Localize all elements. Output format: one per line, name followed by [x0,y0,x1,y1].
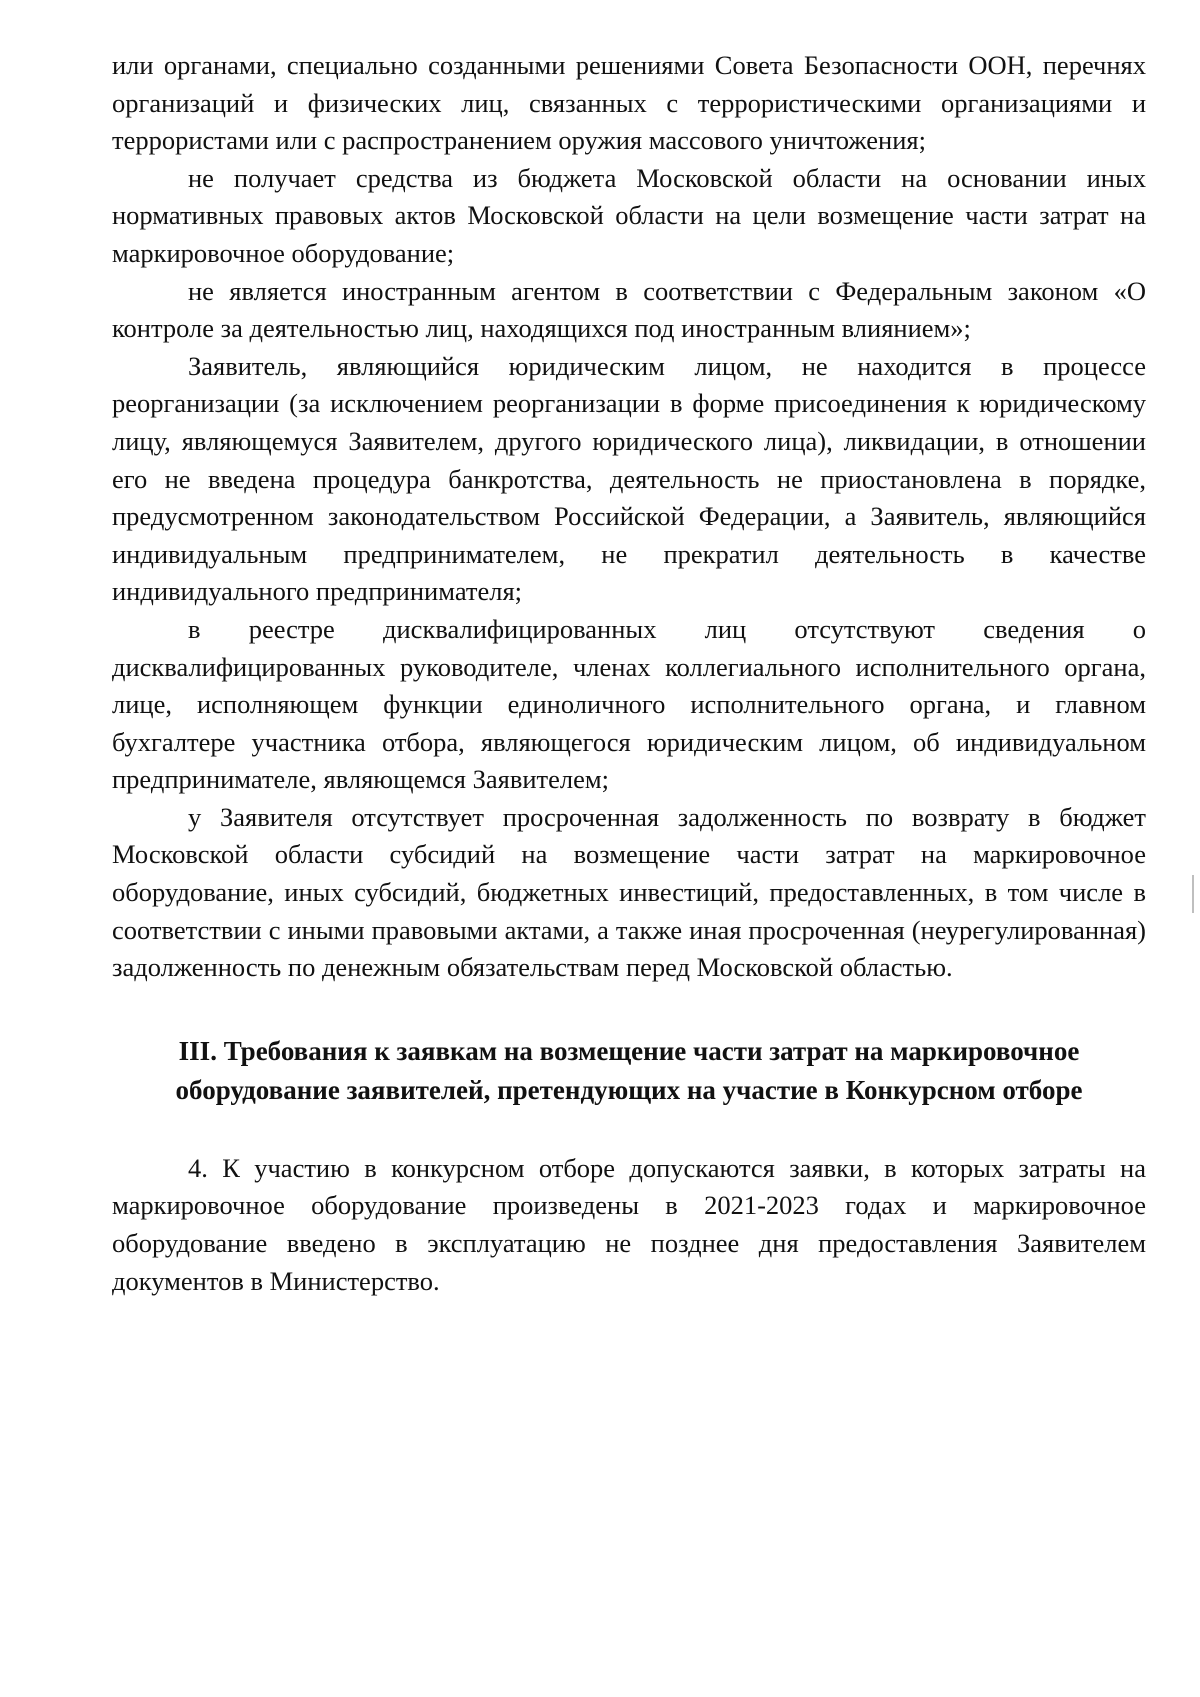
scan-edge-mark [1192,875,1194,913]
paragraph-un-sanctions-lists: или органами, специально созданными решениями Совета Безопасности ООН, перечнях организаций и физических лиц, связанных с террористическими организациями и террористами или с распространением оружия массового уничтожения; [112,50,1146,156]
paragraph-clause-4: 4. К участию в конкурсном отборе допускаются заявки, в которых затраты на маркировочное оборудование произведены в 2021-2023 годах и маркировочное оборудование введено в эксплуатацию не позднее дня предоставления Заявителем документов в Министерство. [112,1152,1146,1296]
paragraph-no-budget-funds: не получает средства из бюджета Московской области на основании иных нормативных правовых актов Московской области на цели возмещение части затрат на маркировочное оборудование; [112,162,1146,268]
paragraph-disqualified-registry: в реестре дисквалифицированных лиц отсутствуют сведения о дисквалифицированных руководителе, членах коллегиального исполнительного органа, лице, исполняющем функции единоличного исполнительного органа, и главном бухгалтере участника отбора, являющегося юридическим лицом, об индивидуальном предпринимателе, являющемся Заявителем; [112,613,1146,795]
paragraph-not-foreign-agent: не является иностранным агентом в соответствии с Федеральным законом «О контроле за деятельностью лиц, находящихся под иностранным влиянием»; [112,275,1146,344]
paragraph-no-reorganization: Заявитель, являющийся юридическим лицом, не находится в процессе реорганизации (за исключением реорганизации в форме присоединения к юридическому лицу, являющемуся Заявителем, другого юридического лица), ликвидации, в отношении его не введена процедура банкротства, деятельность не приостановлена в порядке, предусмотренном законодательством Российской Федерации, а Заявитель, являющийся индивидуальным предпринимателем, не прекратил деятельность в качестве индивидуального предпринимателя; [112,350,1146,607]
document-page [112,47,1146,1300]
section-spacer [112,1110,1146,1150]
paragraph-no-overdue-debt: у Заявителя отсутствует просроченная задолженность по возврату в бюджет Московской области субсидий на возмещение части затрат на маркировочное оборудование, иных субсидий, бюджетных инвестиций, предоставленных, в том числе в соответствии с иными правовыми актами, а также иная просроченная (неурегулированная) задолженность по денежным обязательствам перед Московской областью. [112,801,1146,983]
section-heading-line-1: III. Требования к заявкам на возмещение части затрат на маркировочное [178,1035,1080,1066]
section-heading [112,1032,1146,1110]
section-heading-line-2: оборудование заявителей, претендующих на участие в Конкурсном отборе [175,1074,1083,1105]
